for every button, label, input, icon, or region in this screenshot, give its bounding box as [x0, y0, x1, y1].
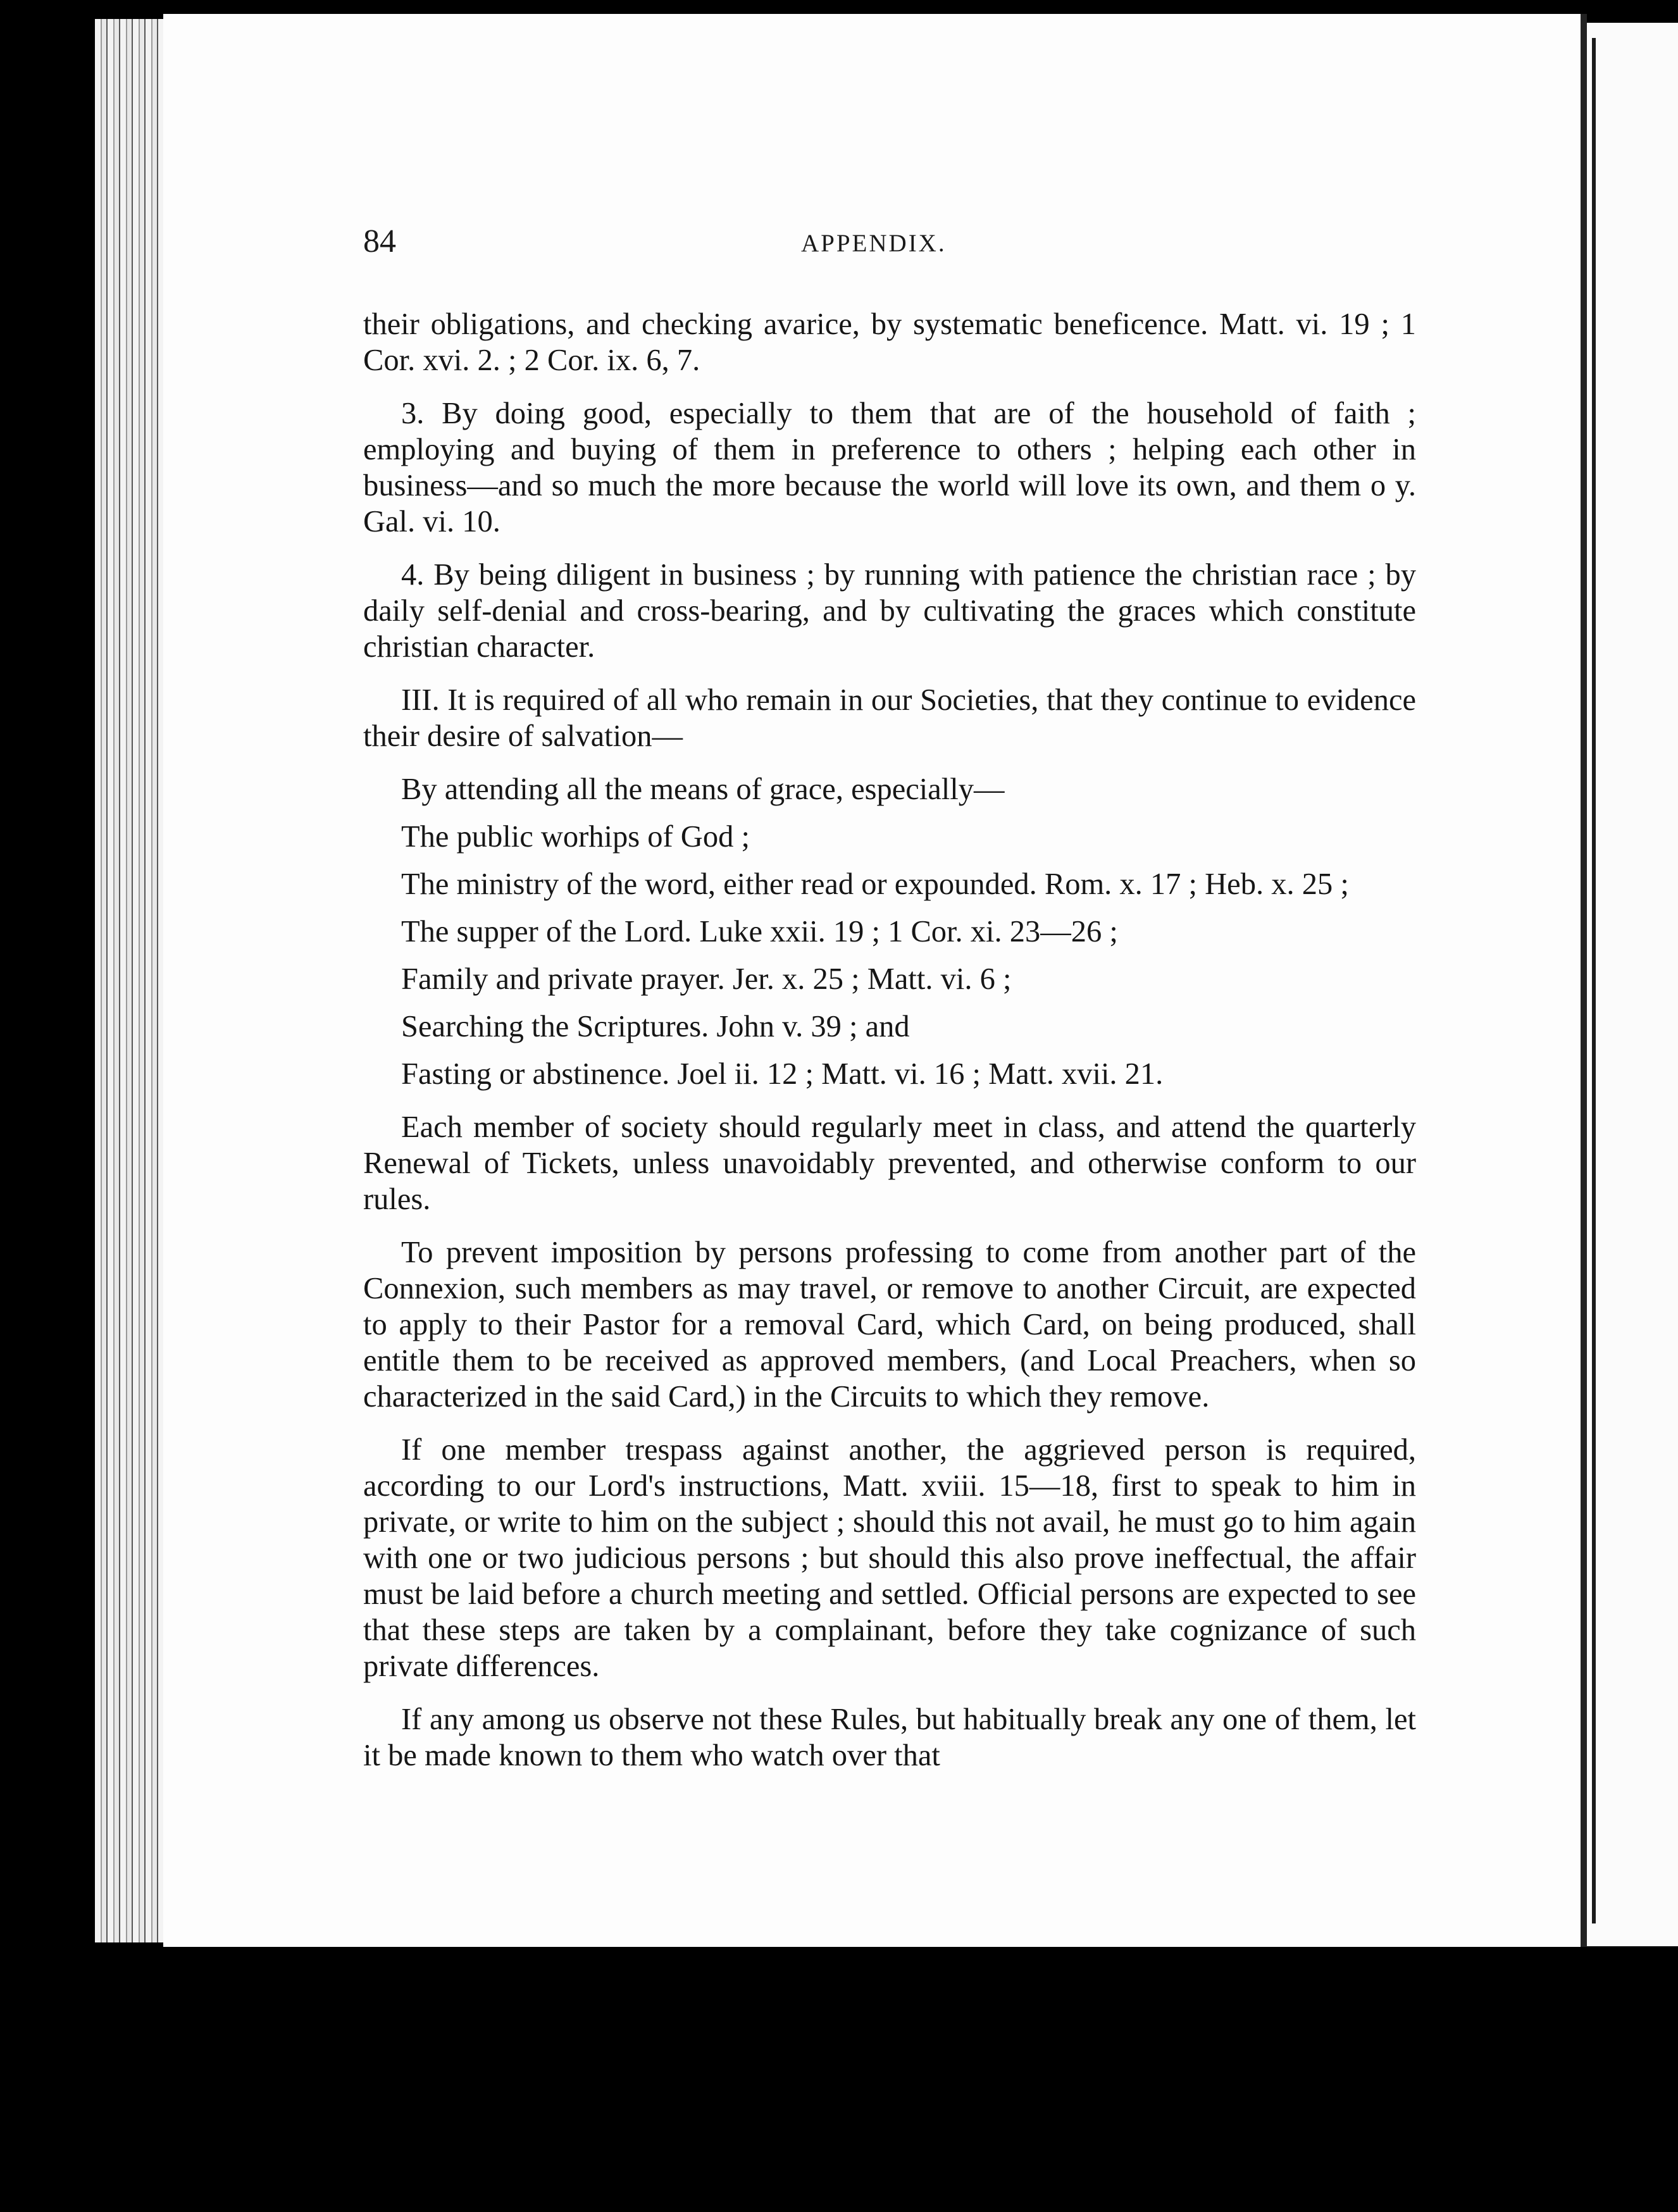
paragraph-continuation: their obligations, and checking avarice, by systematic beneficence. Matt. vi. 19 ; 1 Cor. xvi. 2. ; 2 Cor. ix. 6, 7.: [363, 308, 1416, 377]
facing-page: [1587, 23, 1678, 1946]
paragraph-rules: If any among us observe not these Rules, but habitually break any one of them, let it be made known to them who watch over that: [363, 1703, 1416, 1772]
running-head: APPENDIX.: [801, 230, 947, 257]
means-prayer: Family and private prayer. Jer. x. 25 ; Matt. vi. 6 ;: [401, 962, 1012, 996]
means-supper: The supper of the Lord. Luke xxii. 19 ; 1 Cor. xi. 23—26 ;: [401, 915, 1118, 948]
page-gutter: [1581, 14, 1587, 1947]
page-edges: [95, 19, 171, 1942]
page-number: 84: [363, 223, 396, 259]
facing-page-edge: [1592, 38, 1596, 1923]
means-scriptures: Searching the Scriptures. John v. 39 ; and: [401, 1010, 910, 1043]
means-ministry: The ministry of the word, either read or expounded. Rom. x. 17 ; Heb. x. 25 ;: [401, 867, 1349, 901]
paragraph-section-iii: III. It is required of all who remain in our Societies, that they continue to evidence their desire of salvation—: [363, 683, 1416, 753]
means-fasting: Fasting or abstinence. Joel ii. 12 ; Matt. vi. 16 ; Matt. xvii. 21.: [401, 1057, 1164, 1091]
paragraph-item-3: 3. By doing good, especially to them that are of the household of faith ; employing and buying of them in preference to others ; helping each other in business—and so much the more because the world will love its own, and them o y. Gal. vi. 10.: [363, 397, 1416, 538]
means-public-worship: The public worhips of God ;: [401, 820, 750, 854]
paragraph-trespass: If one member trespass against another, the aggrieved person is required, according to our Lord's instructions, Matt. xviii. 15—18, first to speak to him in private, or write to him on the subject ; should this not avail, he must go to him again with one or two judicious persons ; but should this also prove ineffectual, the affair must be laid before a church meeting and settled. Official persons are expected to see that these steps are taken by a complainant, before they take cognizance of such private differences.: [363, 1433, 1416, 1683]
means-of-grace-intro: By attending all the means of grace, especially—: [401, 773, 1005, 806]
body-text: [363, 306, 1416, 1791]
paragraph-class-meeting: Each member of society should regularly meet in class, and attend the quarterly Renewal of Tickets, unless unavoidably prevented, and otherwise conform to our rules.: [363, 1110, 1416, 1216]
paragraph-removal-card: To prevent imposition by persons professing to come from another part of the Connexion, such members as may travel, or remove to another Circuit, are expected to apply to their Pastor for a removal Card, which Card, on being produced, shall entitle them to be received as approved members, (and Local Preachers, when so characterized in the said Card,) in the Circuits to which they remove.: [363, 1236, 1416, 1414]
paragraph-item-4: 4. By being diligent in business ; by running with patience the christian race ; by daily self-denial and cross-bearing, and by cultivating the graces which constitute christian character.: [363, 558, 1416, 664]
